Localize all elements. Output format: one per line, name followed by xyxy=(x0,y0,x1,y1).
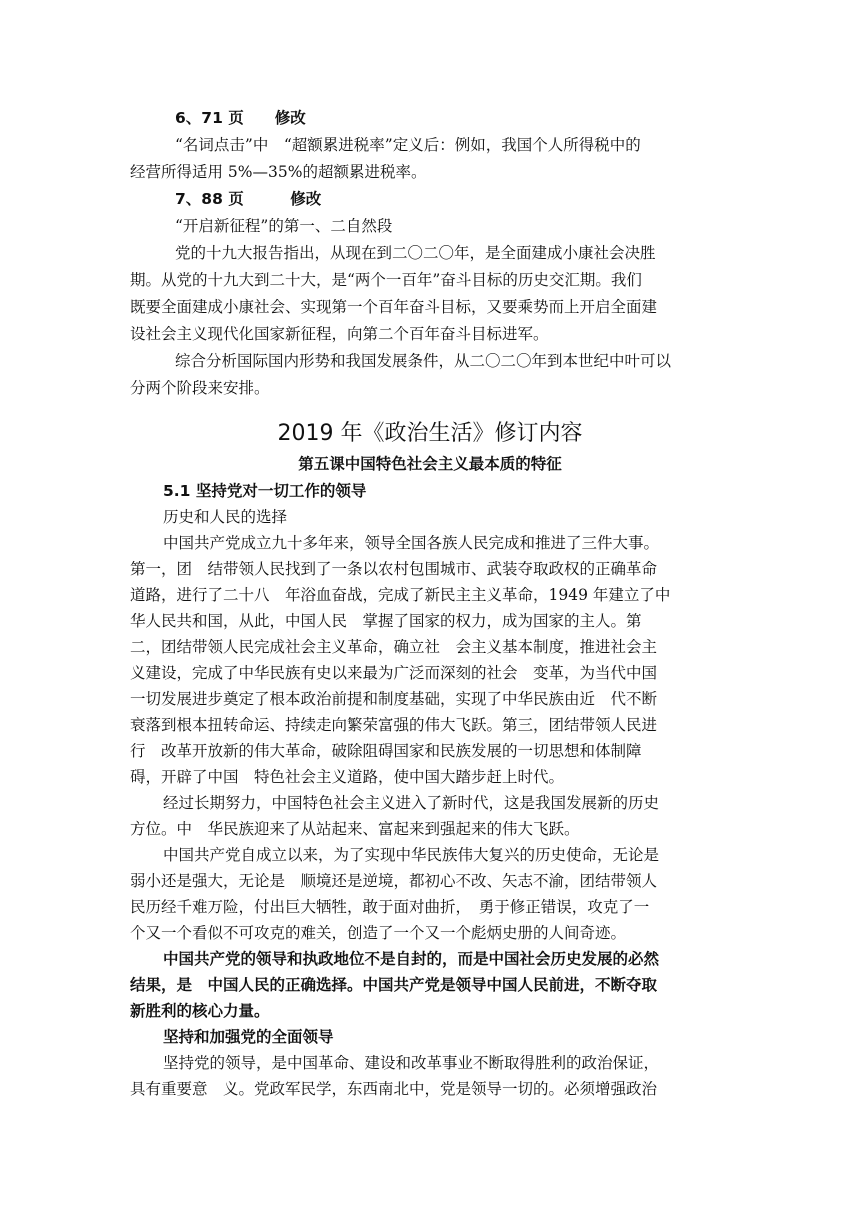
paragraph-line: 中国共产党自成立以来，为了实现中华民族伟大复兴的历史使命，无论是 xyxy=(163,846,660,864)
paragraph-line: 行 改革开放新的伟大革命，破除阻碍国家和民族发展的一切思想和体制障 xyxy=(130,742,642,760)
paragraph-line: 党的十九大报告指出，从现在到二〇二〇年，是全面建成小康社会决胜 xyxy=(175,244,656,262)
paragraph-line: 个又一个看似不可攻克的难关，创造了一个又一个彪炳史册的人间奇迹。 xyxy=(130,924,627,942)
paragraph-line: “开启新征程”的第一、二自然段 xyxy=(175,217,393,235)
paragraph-line: 义建设，完成了中华民族有史以来最为广泛而深刻的社会 变革，为当代中国 xyxy=(130,664,658,682)
document-subtitle: 第五课中国特色社会主义最本质的特征 xyxy=(298,455,562,473)
paragraph-line: 设社会主义现代化国家新征程，向第二个百年奋斗目标进军。 xyxy=(130,325,549,343)
section-heading-6: 6、71 页 修改 xyxy=(175,109,306,127)
paragraph-line: 一切发展进步奠定了根本政治前提和制度基础，实现了中华民族由近 代不断 xyxy=(130,690,658,708)
section-heading: 坚持和加强党的全面领导 xyxy=(163,1028,334,1046)
subheading: 历史和人民的选择 xyxy=(163,508,288,526)
emphasis-line: 中国共产党的领导和执政地位不是自封的，而是中国社会历史发展的必然 xyxy=(163,950,660,968)
paragraph-line: 第一，团 结带领人民找到了一条以农村包围城市、武装夺取政权的正确革命 xyxy=(130,560,658,578)
paragraph-line: 分两个阶段来安排。 xyxy=(130,379,270,397)
section-heading: 5.1 坚持党对一切工作的领导 xyxy=(163,482,367,500)
emphasis-line: 新胜利的核心力量。 xyxy=(130,1002,270,1020)
paragraph-line: 期。从党的十九大到二十大，是“两个一百年”奋斗目标的历史交汇期。我们 xyxy=(130,271,642,289)
emphasis-line: 结果，是 中国人民的正确选择。中国共产党是领导中国人民前进，不断夺取 xyxy=(130,976,658,994)
paragraph-line: 二，团结带领人民完成社会主义革命，确立社 会主义基本制度，推进社会主 xyxy=(130,638,658,656)
paragraph-line: 综合分析国际国内形势和我国发展条件，从二〇二〇年到本世纪中叶可以 xyxy=(175,352,672,370)
paragraph-line: 方位。中 华民族迎来了从站起来、富起来到强起来的伟大飞跃。 xyxy=(130,820,580,838)
paragraph-line: 道路，进行了二十八 年浴血奋战，完成了新民主主义革命，1949 年建立了中 xyxy=(130,586,671,604)
paragraph-line: 中国共产党成立九十多年来，领导全国各族人民完成和推进了三件大事。 xyxy=(163,534,660,552)
paragraph-line: 华人民共和国，从此，中国人民 掌握了国家的权力，成为国家的主人。第 xyxy=(130,612,642,630)
paragraph-line: 衰落到根本扭转命运、持续走向繁荣富强的伟大飞跃。第三，团结带领人民进 xyxy=(130,716,658,734)
document-title: 2019 年《政治生活》修订内容 xyxy=(277,421,583,446)
paragraph-line: 碍，开辟了中国 特色社会主义道路，使中国大踏步赶上时代。 xyxy=(130,768,565,786)
paragraph-line: 坚持党的领导，是中国革命、建设和改革事业不断取得胜利的政治保证， xyxy=(163,1054,660,1072)
paragraph-line: 既要全面建成小康社会、实现第一个百年奋斗目标，又要乘势而上开启全面建 xyxy=(130,298,658,316)
paragraph-line: 经过长期努力，中国特色社会主义进入了新时代，这是我国发展新的历史 xyxy=(163,794,660,812)
paragraph-line: 具有重要意 义。党政军民学，东西南北中，党是领导一切的。必须增强政治 xyxy=(130,1080,658,1098)
paragraph-line: 经营所得适用 5%—35%的超额累进税率。 xyxy=(130,163,427,181)
paragraph-line: 民历经千难万险，付出巨大牺牲，敢于面对曲折， 勇于修正错误，攻克了一 xyxy=(130,898,650,916)
paragraph-line: “名词点击”中 “超额累进税率”定义后：例如，我国个人所得税中的 xyxy=(175,136,641,154)
paragraph-line: 弱小还是强大，无论是 顺境还是逆境，都初心不改、矢志不渝，团结带领人 xyxy=(130,872,658,890)
section-heading-7: 7、88 页 修改 xyxy=(175,190,322,208)
